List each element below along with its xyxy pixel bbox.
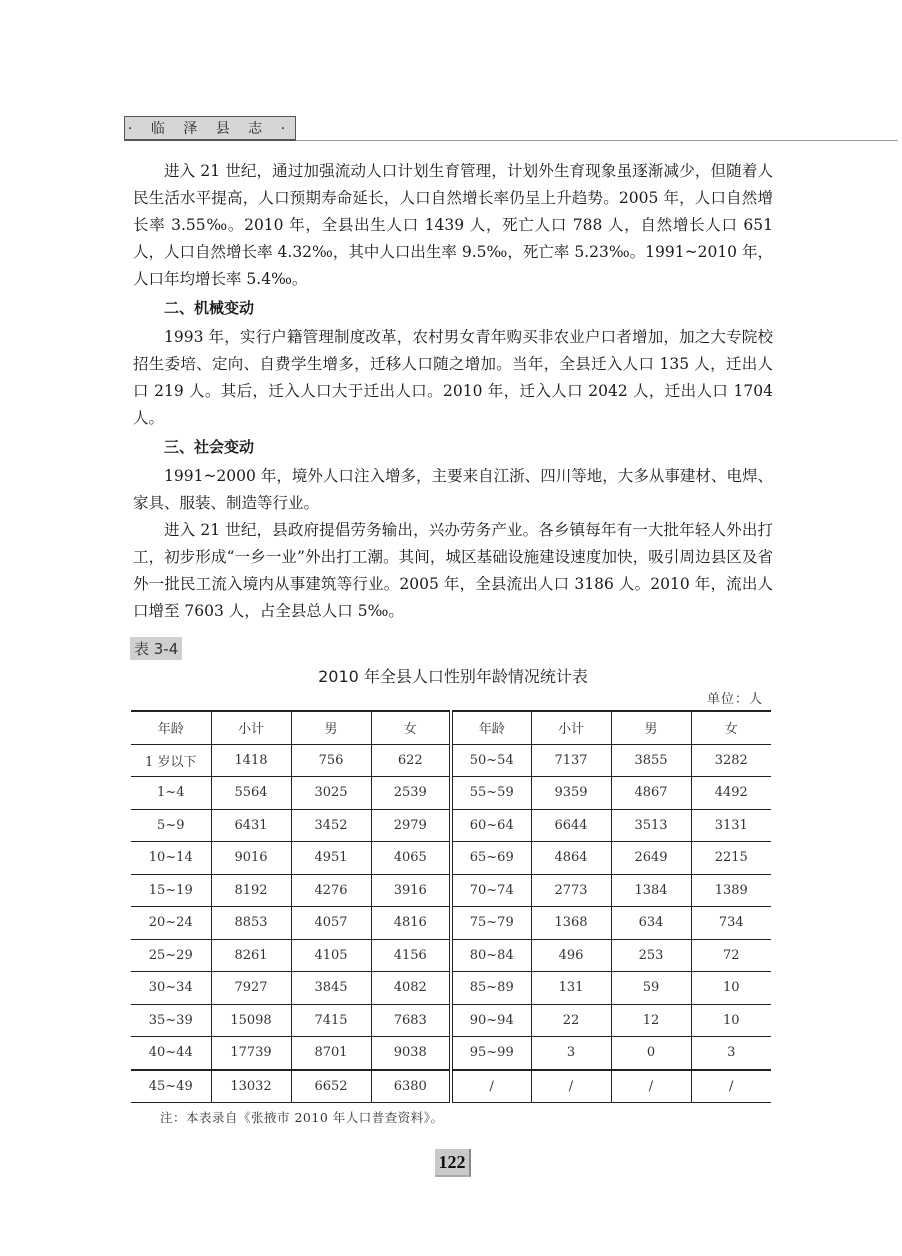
paragraph: 1991~2000 年，境外人口注入增多，主要来自江浙、四川等地，大多从事建材、电焊、家具、服装、制造等行业。 [133, 467, 773, 512]
table-cell: 4156 [371, 939, 451, 972]
table-cell: 72 [691, 939, 771, 972]
table-cell: 4864 [531, 842, 611, 875]
table-cell: 55~59 [451, 777, 531, 810]
table-cell: 1389 [691, 874, 771, 907]
column-header: 女 [371, 711, 451, 744]
table-cell: 3282 [691, 744, 771, 777]
table-cell: 90~94 [451, 1004, 531, 1037]
table-cell: 1418 [211, 744, 291, 777]
table-cell: 3855 [611, 744, 691, 777]
table-cell: 95~99 [451, 1037, 531, 1070]
column-header: 年龄 [451, 711, 531, 744]
population-table [131, 710, 771, 1103]
book-title-box: · 临 泽 县 志 · [124, 116, 296, 141]
table-cell: 3916 [371, 874, 451, 907]
section-social-change [133, 434, 773, 625]
table-cell: 6380 [371, 1070, 451, 1103]
table-cell: 2773 [531, 874, 611, 907]
table-cell: 496 [531, 939, 611, 972]
table-cell: 2215 [691, 842, 771, 875]
table-cell: 3131 [691, 809, 771, 842]
table-cell: 12 [611, 1004, 691, 1037]
paragraph: 进入 21 世纪，县政府提倡劳务输出，兴办劳务产业。各乡镇每年有一大批年轻人外出打工，初步形成“一乡一业”外出打工潮。其间，城区基础设施建设速度加快，吸引周边县区及省外一批民工流入境内从事建筑等行业。2005 年，全县流出人口 3186 人。2010 年，流出人口增至 7603 人，占全县总人口 5‰。 [133, 521, 773, 620]
table-cell: 4057 [291, 907, 371, 940]
table-cell: 8701 [291, 1037, 371, 1070]
table-cell: 35~39 [131, 1004, 211, 1037]
table-cell: 622 [371, 744, 451, 777]
table-cell: 40~44 [131, 1037, 211, 1070]
table-cell: 10 [691, 1004, 771, 1037]
table-cell: 30~34 [131, 972, 211, 1005]
table-cell: 10~14 [131, 842, 211, 875]
table-cell: 6644 [531, 809, 611, 842]
table-unit: 单位：人 [706, 692, 763, 707]
table-cell: 3 [531, 1037, 611, 1070]
table-cell: 4065 [371, 842, 451, 875]
table-cell: 5~9 [131, 809, 211, 842]
table-title: 2010 年全县人口性别年龄情况统计表 [318, 667, 588, 686]
table-cell: 4276 [291, 874, 371, 907]
section-heading: 三、社会变动 [164, 438, 255, 456]
table-cell: / [611, 1070, 691, 1103]
table-cell: 1384 [611, 874, 691, 907]
table-cell: 7415 [291, 1004, 371, 1037]
table-cell: 4492 [691, 777, 771, 810]
table-row [131, 809, 771, 842]
table-cell: 13032 [211, 1070, 291, 1103]
table-cell: 3 [691, 1037, 771, 1070]
table-cell: 634 [611, 907, 691, 940]
header-rule [296, 140, 898, 141]
table-row [131, 744, 771, 777]
table-header-row [131, 711, 771, 744]
paragraph: 进入 21 世纪，通过加强流动人口计划生育管理，计划外生育现象虽逐渐减少，但随着人民生活水平提高，人口预期寿命延长，人口自然增长率仍呈上升趋势。2005 年，人口自然增长率 3.55‰。2010 年，全县出生人口 1439 人，死亡人口 788 人，自然增长人口 651 人，人口自然增长率 4.32‰，其中人口出生率 9.5‰，死亡率 5.23‰。1991~2010 年，人口年均增长率 5.4‰。 [133, 162, 773, 288]
table-cell: 75~79 [451, 907, 531, 940]
section-heading: 二、机械变动 [164, 299, 255, 317]
column-header: 小计 [531, 711, 611, 744]
table-cell: 70~74 [451, 874, 531, 907]
table-row [131, 1004, 771, 1037]
table-cell: 50~54 [451, 744, 531, 777]
table-cell: 8192 [211, 874, 291, 907]
column-header: 小计 [211, 711, 291, 744]
table-cell: 45~49 [131, 1070, 211, 1103]
section-mechanical-change [133, 295, 773, 432]
table-cell: 1368 [531, 907, 611, 940]
column-header: 女 [691, 711, 771, 744]
table-cell: 4082 [371, 972, 451, 1005]
table-cell: 2539 [371, 777, 451, 810]
table-row [131, 842, 771, 875]
table-cell: 9359 [531, 777, 611, 810]
table-cell: 1 岁以下 [131, 744, 211, 777]
table-cell: 2979 [371, 809, 451, 842]
table-cell: 734 [691, 907, 771, 940]
table-note: 注：本表录自《张掖市 2010 年人口普查资料》。 [160, 1110, 444, 1125]
column-header: 男 [291, 711, 371, 744]
table-cell: 20~24 [131, 907, 211, 940]
table-cell: 15098 [211, 1004, 291, 1037]
table-cell: 7927 [211, 972, 291, 1005]
table-cell: 3513 [611, 809, 691, 842]
table-cell: 9016 [211, 842, 291, 875]
table-cell: 4105 [291, 939, 371, 972]
table-cell: / [531, 1070, 611, 1103]
table-cell: 2649 [611, 842, 691, 875]
table-cell: 9038 [371, 1037, 451, 1070]
table-row [131, 1070, 771, 1103]
table-row [131, 874, 771, 907]
table-cell: 25~29 [131, 939, 211, 972]
column-header: 年龄 [131, 711, 211, 744]
table-cell: 4951 [291, 842, 371, 875]
table-cell: 8261 [211, 939, 291, 972]
table-row [131, 939, 771, 972]
table-row [131, 1037, 771, 1070]
table-row [131, 777, 771, 810]
table-cell: 5564 [211, 777, 291, 810]
page-number: 122 [435, 1149, 471, 1177]
table-row [131, 907, 771, 940]
table-cell: / [451, 1070, 531, 1103]
table-cell: 3845 [291, 972, 371, 1005]
table-cell: 65~69 [451, 842, 531, 875]
table-cell: 8853 [211, 907, 291, 940]
table-cell: 80~84 [451, 939, 531, 972]
table-cell: 6431 [211, 809, 291, 842]
table-cell: 85~89 [451, 972, 531, 1005]
table-cell: 60~64 [451, 809, 531, 842]
table-cell: 253 [611, 939, 691, 972]
table-cell: 22 [531, 1004, 611, 1037]
table-cell: 6652 [291, 1070, 371, 1103]
table-cell: 4816 [371, 907, 451, 940]
table-cell: 1~4 [131, 777, 211, 810]
table-cell: 3025 [291, 777, 371, 810]
paragraph: 1993 年，实行户籍管理制度改革，农村男女青年购买非农业户口者增加，加之大专院校招生委培、定向、自费学生增多，迁移人口随之增加。当年，全县迁入人口 135 人，迁出人口 219 人。其后，迁入人口大于迁出人口。2010 年，迁入人口 2042 人，迁出人口 1704 人。 [133, 328, 773, 427]
table-cell: 3452 [291, 809, 371, 842]
table-cell: 756 [291, 744, 371, 777]
table-cell: 4867 [611, 777, 691, 810]
table-cell: 0 [611, 1037, 691, 1070]
page-number-area [133, 1149, 773, 1177]
table-cell: 10 [691, 972, 771, 1005]
table-row [131, 972, 771, 1005]
page-content [133, 158, 773, 1177]
table-label: 表 3-4 [130, 637, 182, 660]
table-cell: / [691, 1070, 771, 1103]
running-head [124, 116, 898, 142]
column-header: 男 [611, 711, 691, 744]
table-cell: 7137 [531, 744, 611, 777]
table-cell: 17739 [211, 1037, 291, 1070]
table-cell: 59 [611, 972, 691, 1005]
table-cell: 15~19 [131, 874, 211, 907]
table-cell: 131 [531, 972, 611, 1005]
body-text-top [133, 158, 773, 293]
table-cell: 7683 [371, 1004, 451, 1037]
